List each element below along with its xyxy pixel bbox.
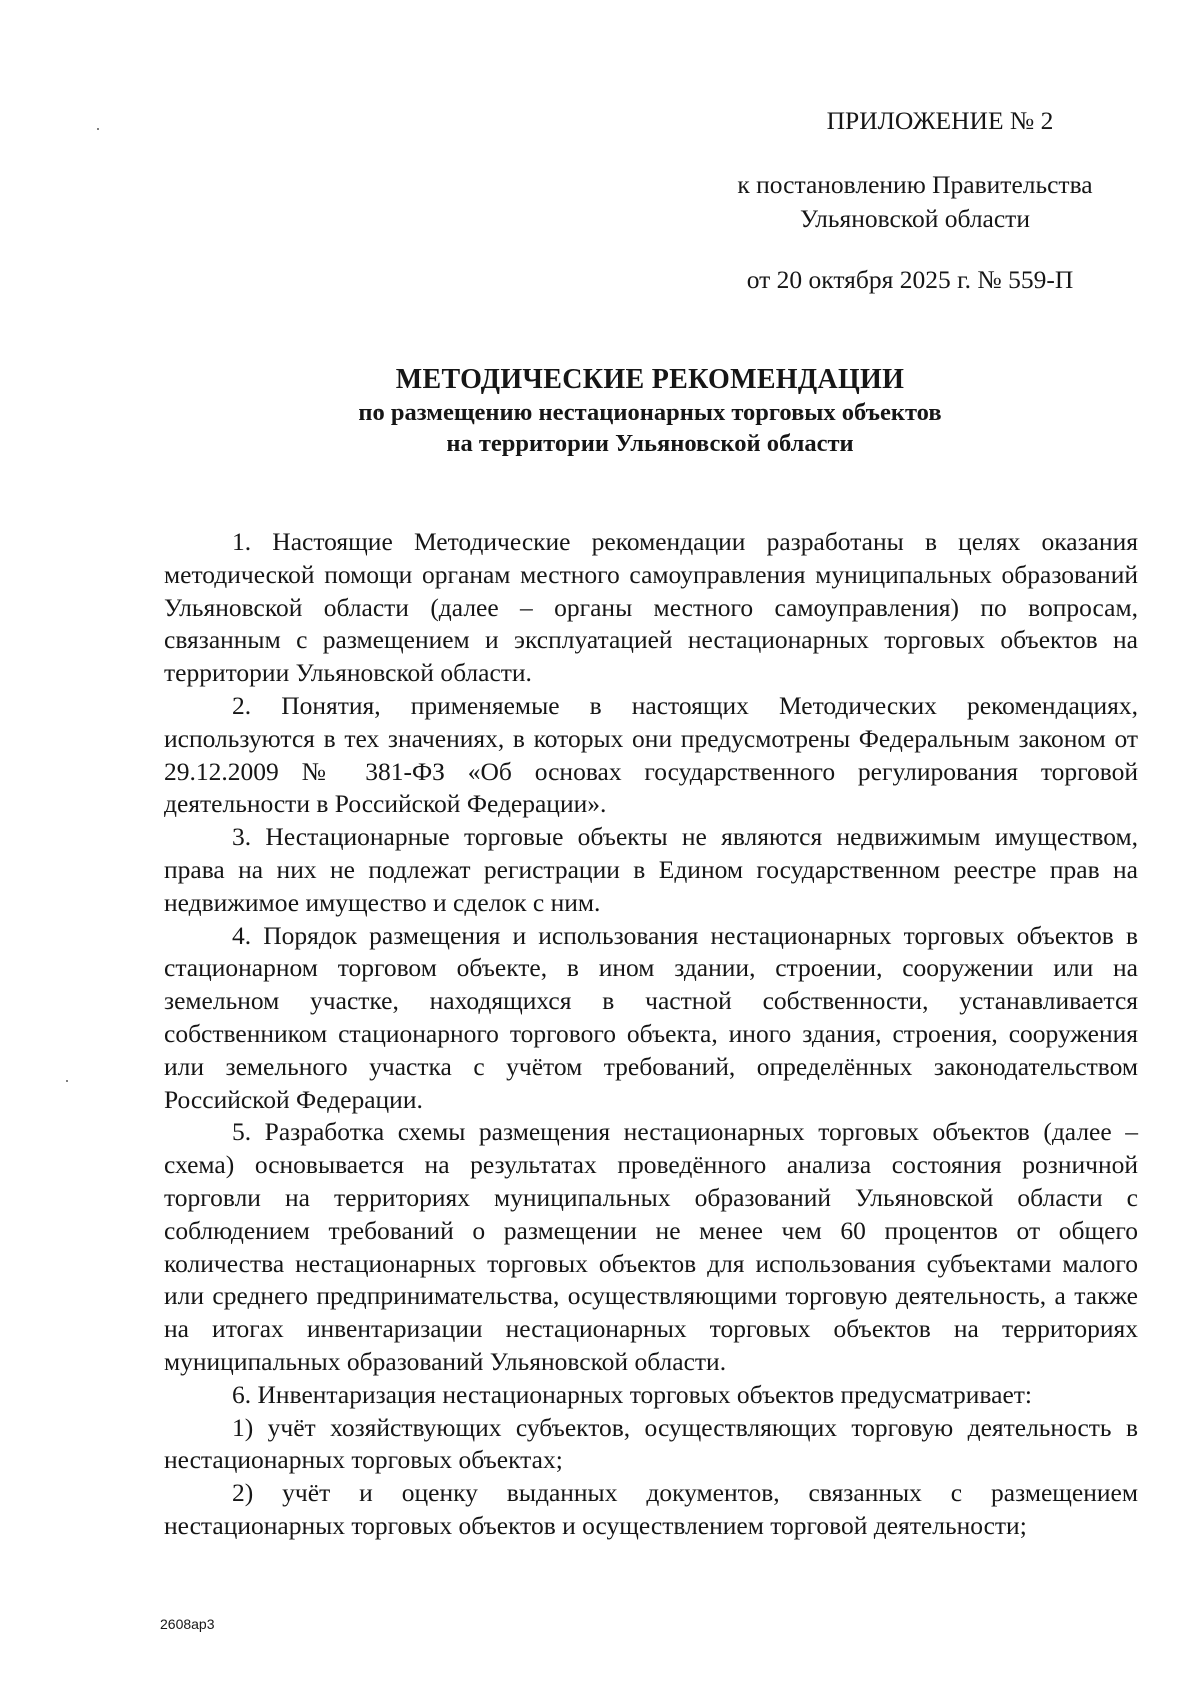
list-item-2: 2) учёт и оценку выданных документов, связанных с размещением нестационарных торговых объектов и осуществлением торговой деятельности; xyxy=(164,1478,1138,1540)
document-subtitle-line: на территории Ульяновской области xyxy=(446,430,854,457)
approval-reference-line: к постановлению Правительства xyxy=(737,170,1093,199)
document-body xyxy=(164,526,1138,1543)
paragraph-2: 2. Понятия, применяемые в настоящих Методических рекомендациях, используются в тех значениях, в которых они предусмотрены Федеральным законом от 29.12.2009 № 381-ФЗ «Об основах государственного регулирования торговой деятельности в Российской Федерации». xyxy=(164,690,1138,819)
footer-document-code: 2608ap3 xyxy=(160,1616,215,1632)
approval-date-number: от 20 октября 2025 г. № 559-П xyxy=(746,265,1074,294)
list-item-1: 1) учёт хозяйствующих субъектов, осуществляющих торговую деятельность в нестационарных торговых объектах; xyxy=(164,1412,1138,1475)
appendix-label: ПРИЛОЖЕНИЕ № 2 xyxy=(826,106,1054,135)
document-title: МЕТОДИЧЕСКИЕ РЕКОМЕНДАЦИИ xyxy=(395,364,905,395)
document-subtitle-line: по размещению нестационарных торговых объектов xyxy=(358,399,942,426)
scan-speck xyxy=(66,1080,68,1082)
paragraph-6: 6. Инвентаризация нестационарных торговых объектов предусматривает: xyxy=(232,1379,1032,1409)
approval-reference xyxy=(700,168,1130,236)
scan-speck xyxy=(97,128,99,130)
approval-reference-line: Ульяновской области xyxy=(800,204,1030,233)
paragraph-3: 3. Нестационарные торговые объекты не являются недвижимым имуществом, права на них не подлежат регистрации в Едином государственном реестре прав на недвижимое имущество и сделок с ним. xyxy=(164,822,1138,917)
title-block xyxy=(150,363,1150,459)
paragraph-5: 5. Разработка схемы размещения нестационарных торговых объектов (далее – схема) основывается на результатах проведённого анализа состояния розничной торговли на территориях муниципальных образований Ульяновской области с соблюдением требований о размещении не менее чем 60 процентов от общего количества нестационарных торговых объектов для использования субъектами малого или среднего предпринимательства, осуществляющими торговую деятельность, а также на итогах инвентаризации нестационарных торговых объектов на территориях муниципальных образований Ульяновской области. xyxy=(164,1117,1138,1376)
paragraph-1: 1. Настоящие Методические рекомендации разработаны в целях оказания методической помощи органам местного самоуправления муниципальных образований Ульяновской области (далее – органы местного самоуправления) по вопросам, связанным с размещением и эксплуатацией нестационарных торговых объектов на территории Ульяновской области. xyxy=(164,527,1138,688)
paragraph-4: 4. Порядок размещения и использования нестационарных торговых объектов в стационарном торговом объекте, в ином здании, строении, сооружении или на земельном участке, находящихся в частной собственности, устанавливается собственником стационарного торгового объекта, иного здания, строения, сооружения или земельного участка с учётом требований, определённых законодательством Российской Федерации. xyxy=(164,920,1138,1114)
